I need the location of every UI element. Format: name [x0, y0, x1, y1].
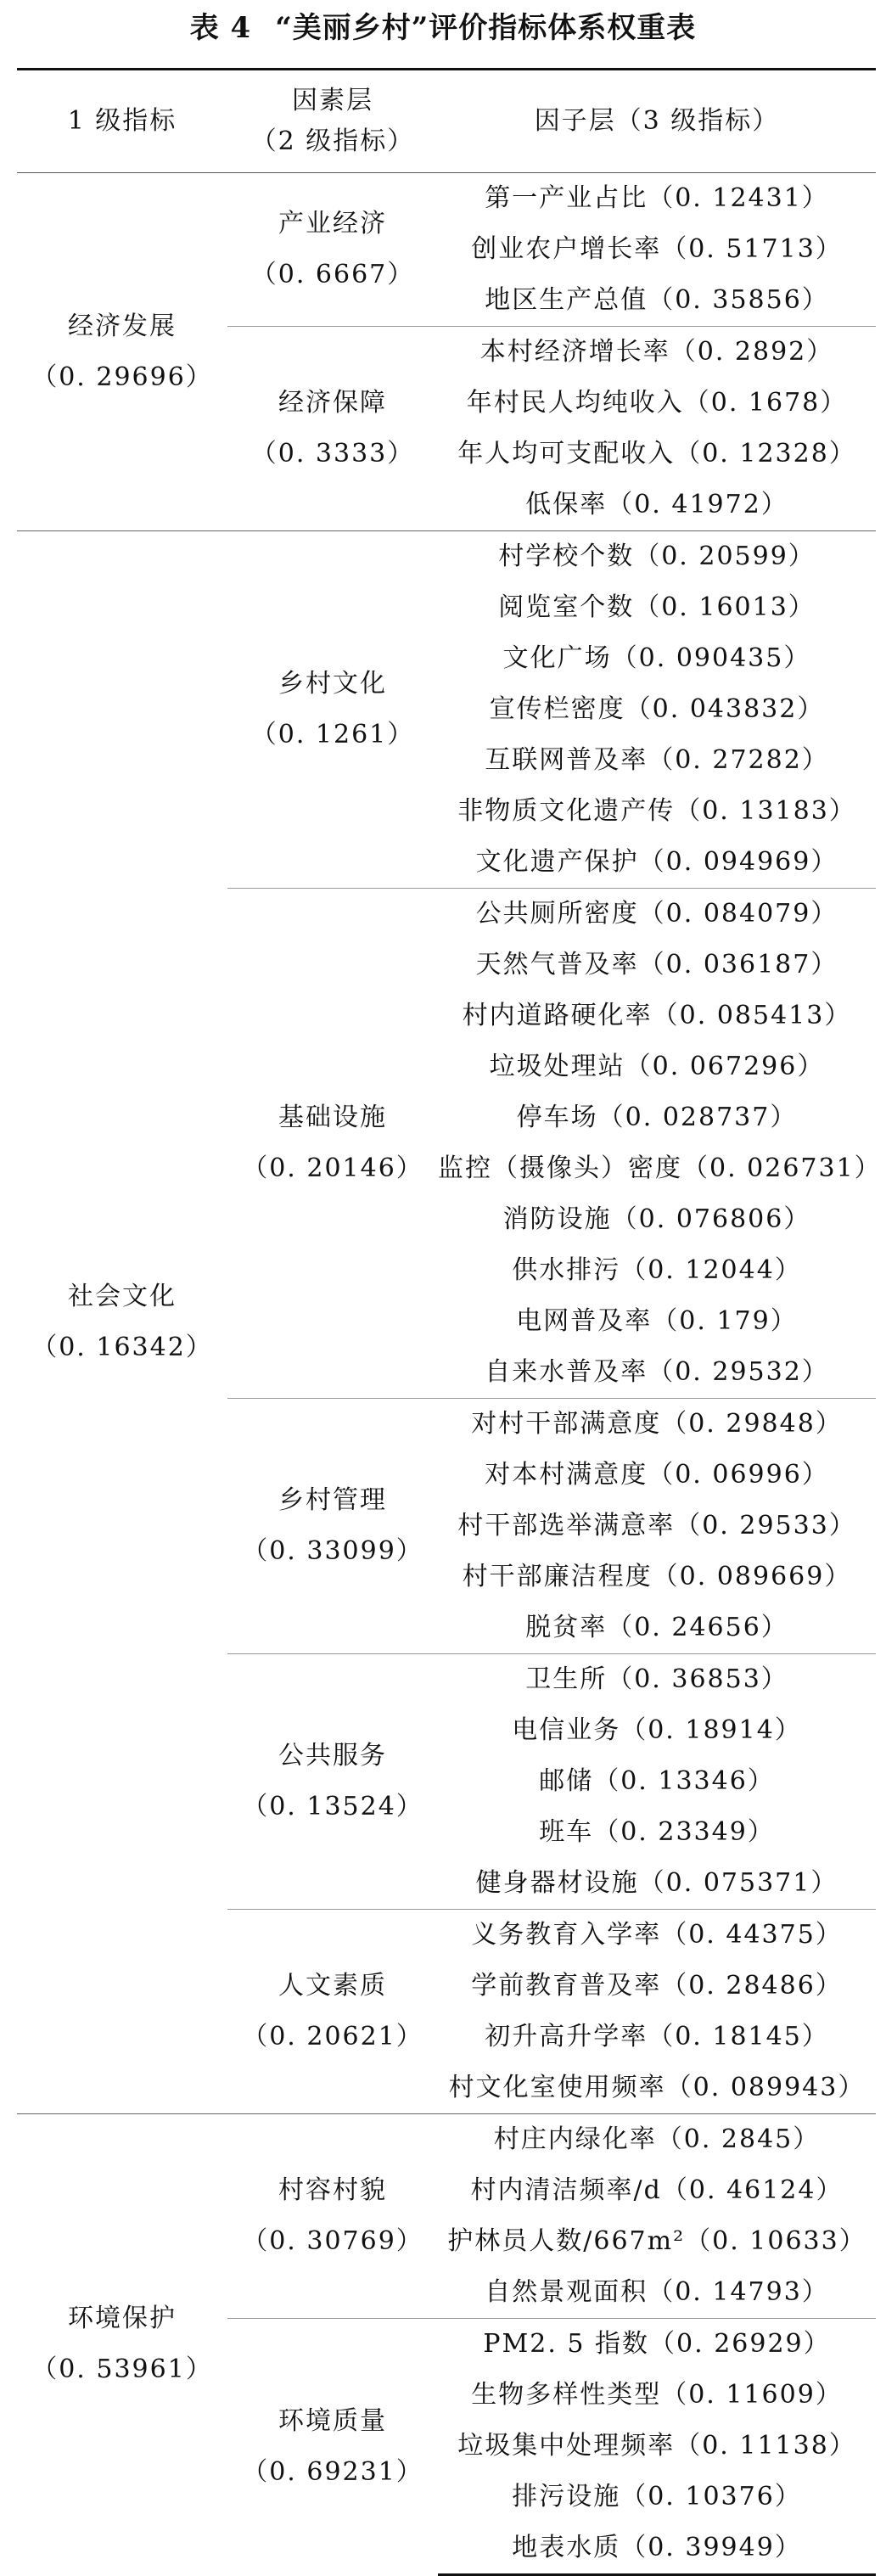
level2-weight: （0. 30769） — [242, 2226, 423, 2256]
level3-factor: 创业农户增长率（0. 51713） — [471, 234, 843, 264]
level3-factor: 地表水质（0. 39949） — [438, 2523, 876, 2575]
level1-cell — [17, 531, 227, 2114]
table-title — [0, 7, 886, 49]
level3-factor: 排污设施（0. 10376） — [512, 2482, 802, 2511]
level2-name: 村容村貌 — [278, 2175, 387, 2205]
level3-factor: 监控（摄像头）密度（0. 026731） — [438, 1153, 882, 1183]
level2-weight: （0. 6667） — [250, 260, 415, 289]
level2-name: 公共服务 — [278, 1741, 387, 1771]
level3-factor: 电网普及率（0. 179） — [516, 1306, 798, 1336]
level2-weight: （0. 20621） — [242, 2022, 423, 2051]
level3-factor: 自来水普及率（0. 29532） — [485, 1357, 829, 1387]
level3-factor: 村内道路硬化率（0. 085413） — [462, 1001, 852, 1030]
level2-name: 乡村管理 — [278, 1485, 387, 1515]
level3-factor: 学前教育普及率（0. 28486） — [471, 1971, 843, 2001]
table-row — [17, 2114, 876, 2166]
level3-factor: 垃圾集中处理频率（0. 11138） — [457, 2431, 856, 2461]
level3-factor: 文化广场（0. 090435） — [502, 643, 811, 673]
table-row — [17, 531, 876, 583]
level3-factor: 村内清洁频率/d（0. 46124） — [470, 2175, 844, 2205]
level1-cell — [17, 173, 227, 531]
level3-factor: 村学校个数（0. 20599） — [438, 531, 876, 583]
level2-cell — [227, 327, 438, 531]
level2-cell — [227, 2114, 438, 2319]
level3-factor: 阅览室个数（0. 16013） — [498, 592, 816, 622]
level2-name: 经济保障 — [278, 388, 387, 418]
level3-factor: 班车（0. 23349） — [539, 1817, 775, 1847]
level2-weight: （0. 20146） — [242, 1153, 423, 1183]
level3-factor: 村庄内绿化率（0. 2845） — [438, 2114, 876, 2166]
header-row — [17, 70, 876, 173]
level3-factor: 互联网普及率（0. 27282） — [485, 745, 829, 775]
weight-table — [17, 68, 882, 2576]
level2-cell — [227, 889, 438, 1399]
level2-weight: （0. 13524） — [242, 1792, 423, 1821]
level2-weight: （0. 1261） — [250, 720, 415, 749]
level2-cell — [227, 2319, 438, 2575]
level3-factor: 垃圾处理站（0. 067296） — [489, 1052, 825, 1081]
level3-factor: 生物多样性类型（0. 11609） — [471, 2380, 843, 2410]
level3-factor: 自然景观面积（0. 14793） — [485, 2277, 829, 2307]
level3-factor: 本村经济增长率（0. 2892） — [438, 327, 876, 379]
level2-name: 环境质量 — [278, 2405, 387, 2436]
table-caption: “美丽乡村”评价指标体系权重表 — [275, 11, 697, 45]
level1-weight: （0. 29696） — [31, 362, 213, 392]
level3-factor: 电信业务（0. 18914） — [512, 1715, 802, 1745]
table-row — [17, 173, 876, 225]
level3-factor: 天然气普及率（0. 036187） — [475, 950, 838, 979]
level3-factor: 年人均可支配收入（0. 12328） — [457, 439, 856, 469]
level2-cell — [227, 531, 438, 889]
level2-name: 基础设施 — [278, 1103, 387, 1132]
level1-name: 环境保护 — [68, 2304, 177, 2334]
level2-cell — [227, 1654, 438, 1910]
level2-cell — [227, 1399, 438, 1654]
level3-factor: 邮储（0. 13346） — [539, 1766, 775, 1796]
level2-name: 乡村文化 — [278, 669, 387, 699]
level3-factor: 对本村满意度（0. 06996） — [485, 1460, 829, 1490]
level1-weight: （0. 16342） — [31, 1333, 213, 1362]
level3-factor: 文化遗产保护（0. 094969） — [475, 847, 838, 877]
header-level1: 1 级指标 — [17, 70, 227, 173]
level3-factor: 对村干部满意度（0. 29848） — [438, 1399, 876, 1451]
level3-factor: 村文化室使用频率（0. 089943） — [448, 2073, 866, 2102]
table-body — [17, 173, 882, 2575]
level3-factor: 非物质文化遗产传（0. 13183） — [457, 796, 856, 826]
level3-factor: 消防设施（0. 076806） — [502, 1204, 811, 1234]
level3-factor: 地区生产总值（0. 35856） — [485, 285, 829, 315]
level2-cell — [227, 1910, 438, 2114]
header-level2 — [227, 70, 438, 173]
level3-factor: 供水排污（0. 12044） — [512, 1255, 802, 1285]
level2-name: 产业经济 — [278, 209, 387, 239]
level3-factor: 低保率（0. 41972） — [525, 490, 788, 519]
level1-name: 社会文化 — [68, 1282, 177, 1311]
level3-factor: 护林员人数/667m²（0. 10633） — [447, 2226, 866, 2256]
level1-name: 经济发展 — [68, 311, 177, 341]
level3-factor: 义务教育入学率（0. 44375） — [438, 1910, 876, 1961]
level1-cell — [17, 2114, 227, 2575]
level3-factor: 村干部廉洁程度（0. 089669） — [462, 1562, 852, 1591]
level3-factor: 健身器材设施（0. 075371） — [475, 1868, 838, 1898]
header-level2-line1: 因素层 — [292, 86, 373, 115]
level2-weight: （0. 69231） — [242, 2456, 423, 2487]
level3-factor: 第一产业占比（0. 12431） — [485, 183, 829, 213]
level1-weight: （0. 53961） — [31, 2354, 213, 2385]
level3-factor: 脱贫率（0. 24656） — [525, 1613, 788, 1642]
header-level2-line2: （2 级指标） — [250, 126, 415, 156]
table-number: 表 4 — [189, 11, 252, 45]
level3-factor: 村干部选举满意率（0. 29533） — [457, 1511, 856, 1541]
level3-factor: 公共厕所密度（0. 084079） — [438, 889, 876, 940]
level2-name: 人文素质 — [278, 1971, 387, 2001]
level3-factor: 停车场（0. 028737） — [516, 1103, 798, 1132]
level3-factor: 年村民人均纯收入（0. 1678） — [466, 388, 848, 418]
level3-factor: PM2. 5 指数（0. 26929） — [438, 2319, 876, 2371]
level3-factor: 卫生所（0. 36853） — [438, 1654, 876, 1706]
level2-weight: （0. 3333） — [250, 439, 415, 469]
header-level3: 因子层（3 级指标） — [438, 70, 876, 173]
level2-weight: （0. 33099） — [242, 1536, 423, 1566]
level3-factor: 宣传栏密度（0. 043832） — [489, 694, 825, 724]
level3-factor: 初升高升学率（0. 18145） — [485, 2022, 829, 2051]
level2-cell — [227, 173, 438, 327]
